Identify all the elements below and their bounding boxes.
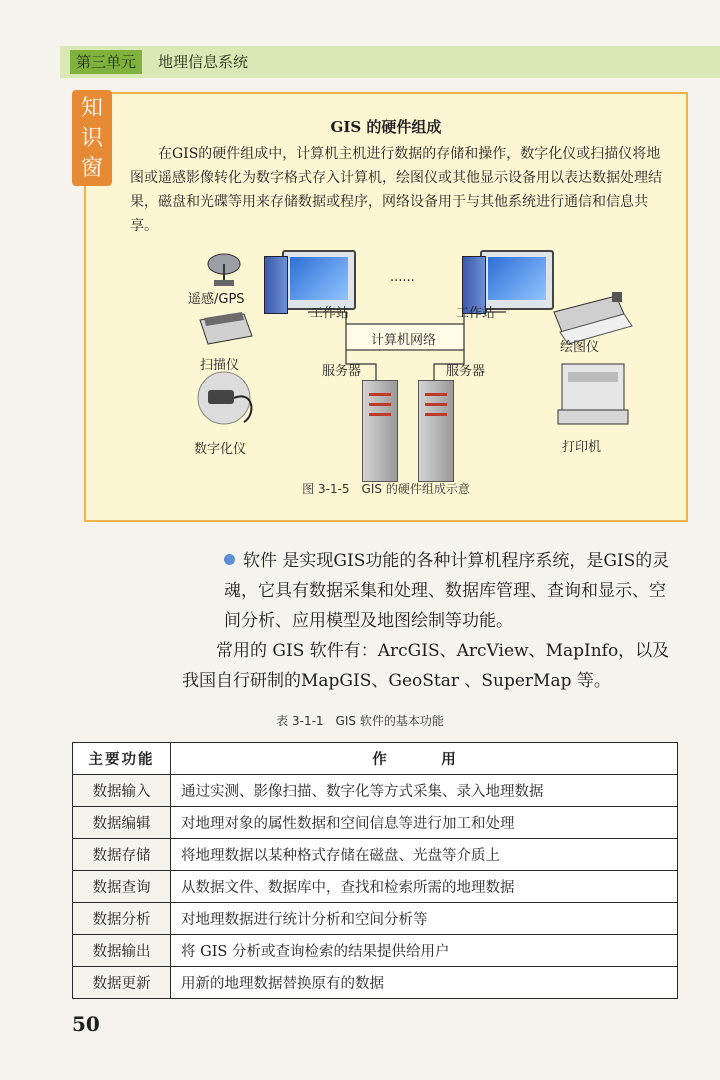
purpose-cell: 对地理数据进行统计分析和空间分析等	[171, 903, 678, 935]
figure-caption: 图 3-1-5 GIS 的硬件组成示意	[302, 482, 470, 496]
label-workstation-right: 工作站	[456, 306, 496, 321]
knowledge-tab	[72, 90, 112, 186]
workstation-monitor-left	[282, 250, 356, 310]
purpose-cell: 对地理对象的属性数据和空间信息等进行加工和处理	[171, 807, 678, 839]
label-workstation-left: 工作站	[310, 306, 350, 321]
purpose-cell: 将地理数据以某种格式存储在磁盘、光盘等介质上	[171, 839, 678, 871]
functions-table	[72, 742, 678, 999]
workstation-monitor-right	[480, 250, 554, 310]
common-software-paragraph: 常用的 GIS 软件有：ArcGIS、ArcView、MapInfo，以及我国自行研制的MapGIS、GeoStar 、SuperMap 等。	[182, 641, 670, 691]
table-caption: 表 3-1-1 GIS 软件的基本功能	[276, 714, 444, 728]
function-cell: 数据输入	[73, 775, 171, 807]
server-left	[362, 380, 398, 482]
knowledge-title: GIS 的硬件组成	[330, 118, 442, 136]
function-cell: 数据更新	[73, 967, 171, 999]
scanner-icon	[200, 312, 252, 344]
table-row	[73, 967, 678, 999]
label-ellipsis: ......	[390, 270, 415, 285]
label-plotter: 绘图仪	[560, 340, 600, 355]
function-cell: 数据查询	[73, 871, 171, 903]
label-remote-gps: 遥感/GPS	[188, 292, 245, 307]
knowledge-text: 在GIS的硬件组成中，计算机主机进行数据的存储和操作，数字化仪或扫描仪将地图或遥感影像转化为数字格式存入计算机，绘图仪或其他显示设备用以表达数据处理结果，磁盘和光碟等用来存储数据或程序，网络设备用于与其他系统进行通信和信息共享。	[130, 146, 662, 234]
label-digitizer: 数字化仪	[194, 442, 247, 457]
table-row	[73, 839, 678, 871]
label-network: 计算机网络	[371, 333, 437, 348]
purpose-cell: 将 GIS 分析或查询检索的结果提供给用户	[171, 935, 678, 967]
table-header-row	[73, 743, 678, 775]
header-main-function: 主要功能	[73, 743, 171, 775]
table-row	[73, 775, 678, 807]
header-purpose: 作 用	[171, 743, 678, 775]
chapter-title: 地理信息系统	[158, 53, 249, 71]
knowledge-tab-label: 知识窗	[81, 96, 104, 181]
hardware-figure	[84, 240, 688, 510]
label-server-right: 服务器	[446, 364, 486, 379]
label-printer: 打印机	[562, 440, 602, 455]
table-row	[73, 807, 678, 839]
server-right	[418, 380, 454, 482]
function-cell: 数据输出	[73, 935, 171, 967]
function-cell: 数据存储	[73, 839, 171, 871]
workstation-tower-left	[264, 256, 288, 314]
function-cell: 数据编辑	[73, 807, 171, 839]
label-scanner: 扫描仪	[200, 358, 240, 373]
software-text: 是实现GIS功能的各种计算机程序系统，是GIS的灵魂，它具有数据采集和处理、数据库管理、查询和显示、空间分析、应用模型及地图绘制等功能。	[224, 551, 670, 631]
table-row	[73, 935, 678, 967]
function-cell: 数据分析	[73, 903, 171, 935]
purpose-cell: 从数据文件、数据库中，查找和检索所需的地理数据	[171, 871, 678, 903]
software-paragraph	[224, 546, 680, 636]
table-row	[73, 871, 678, 903]
software-term: 软件	[243, 551, 277, 571]
unit-label: 第三单元	[70, 50, 142, 74]
purpose-cell: 用新的地理数据替换原有的数据	[171, 967, 678, 999]
bullet-icon	[224, 554, 235, 565]
digitizer-icon	[198, 372, 251, 424]
purpose-cell: 通过实测、影像扫描、数字化等方式采集、录入地理数据	[171, 775, 678, 807]
page-number: 50	[72, 1012, 100, 1036]
satellite-dish-icon	[208, 254, 240, 286]
label-server-left: 服务器	[322, 364, 362, 379]
table-row	[73, 903, 678, 935]
printer-icon	[558, 364, 628, 424]
